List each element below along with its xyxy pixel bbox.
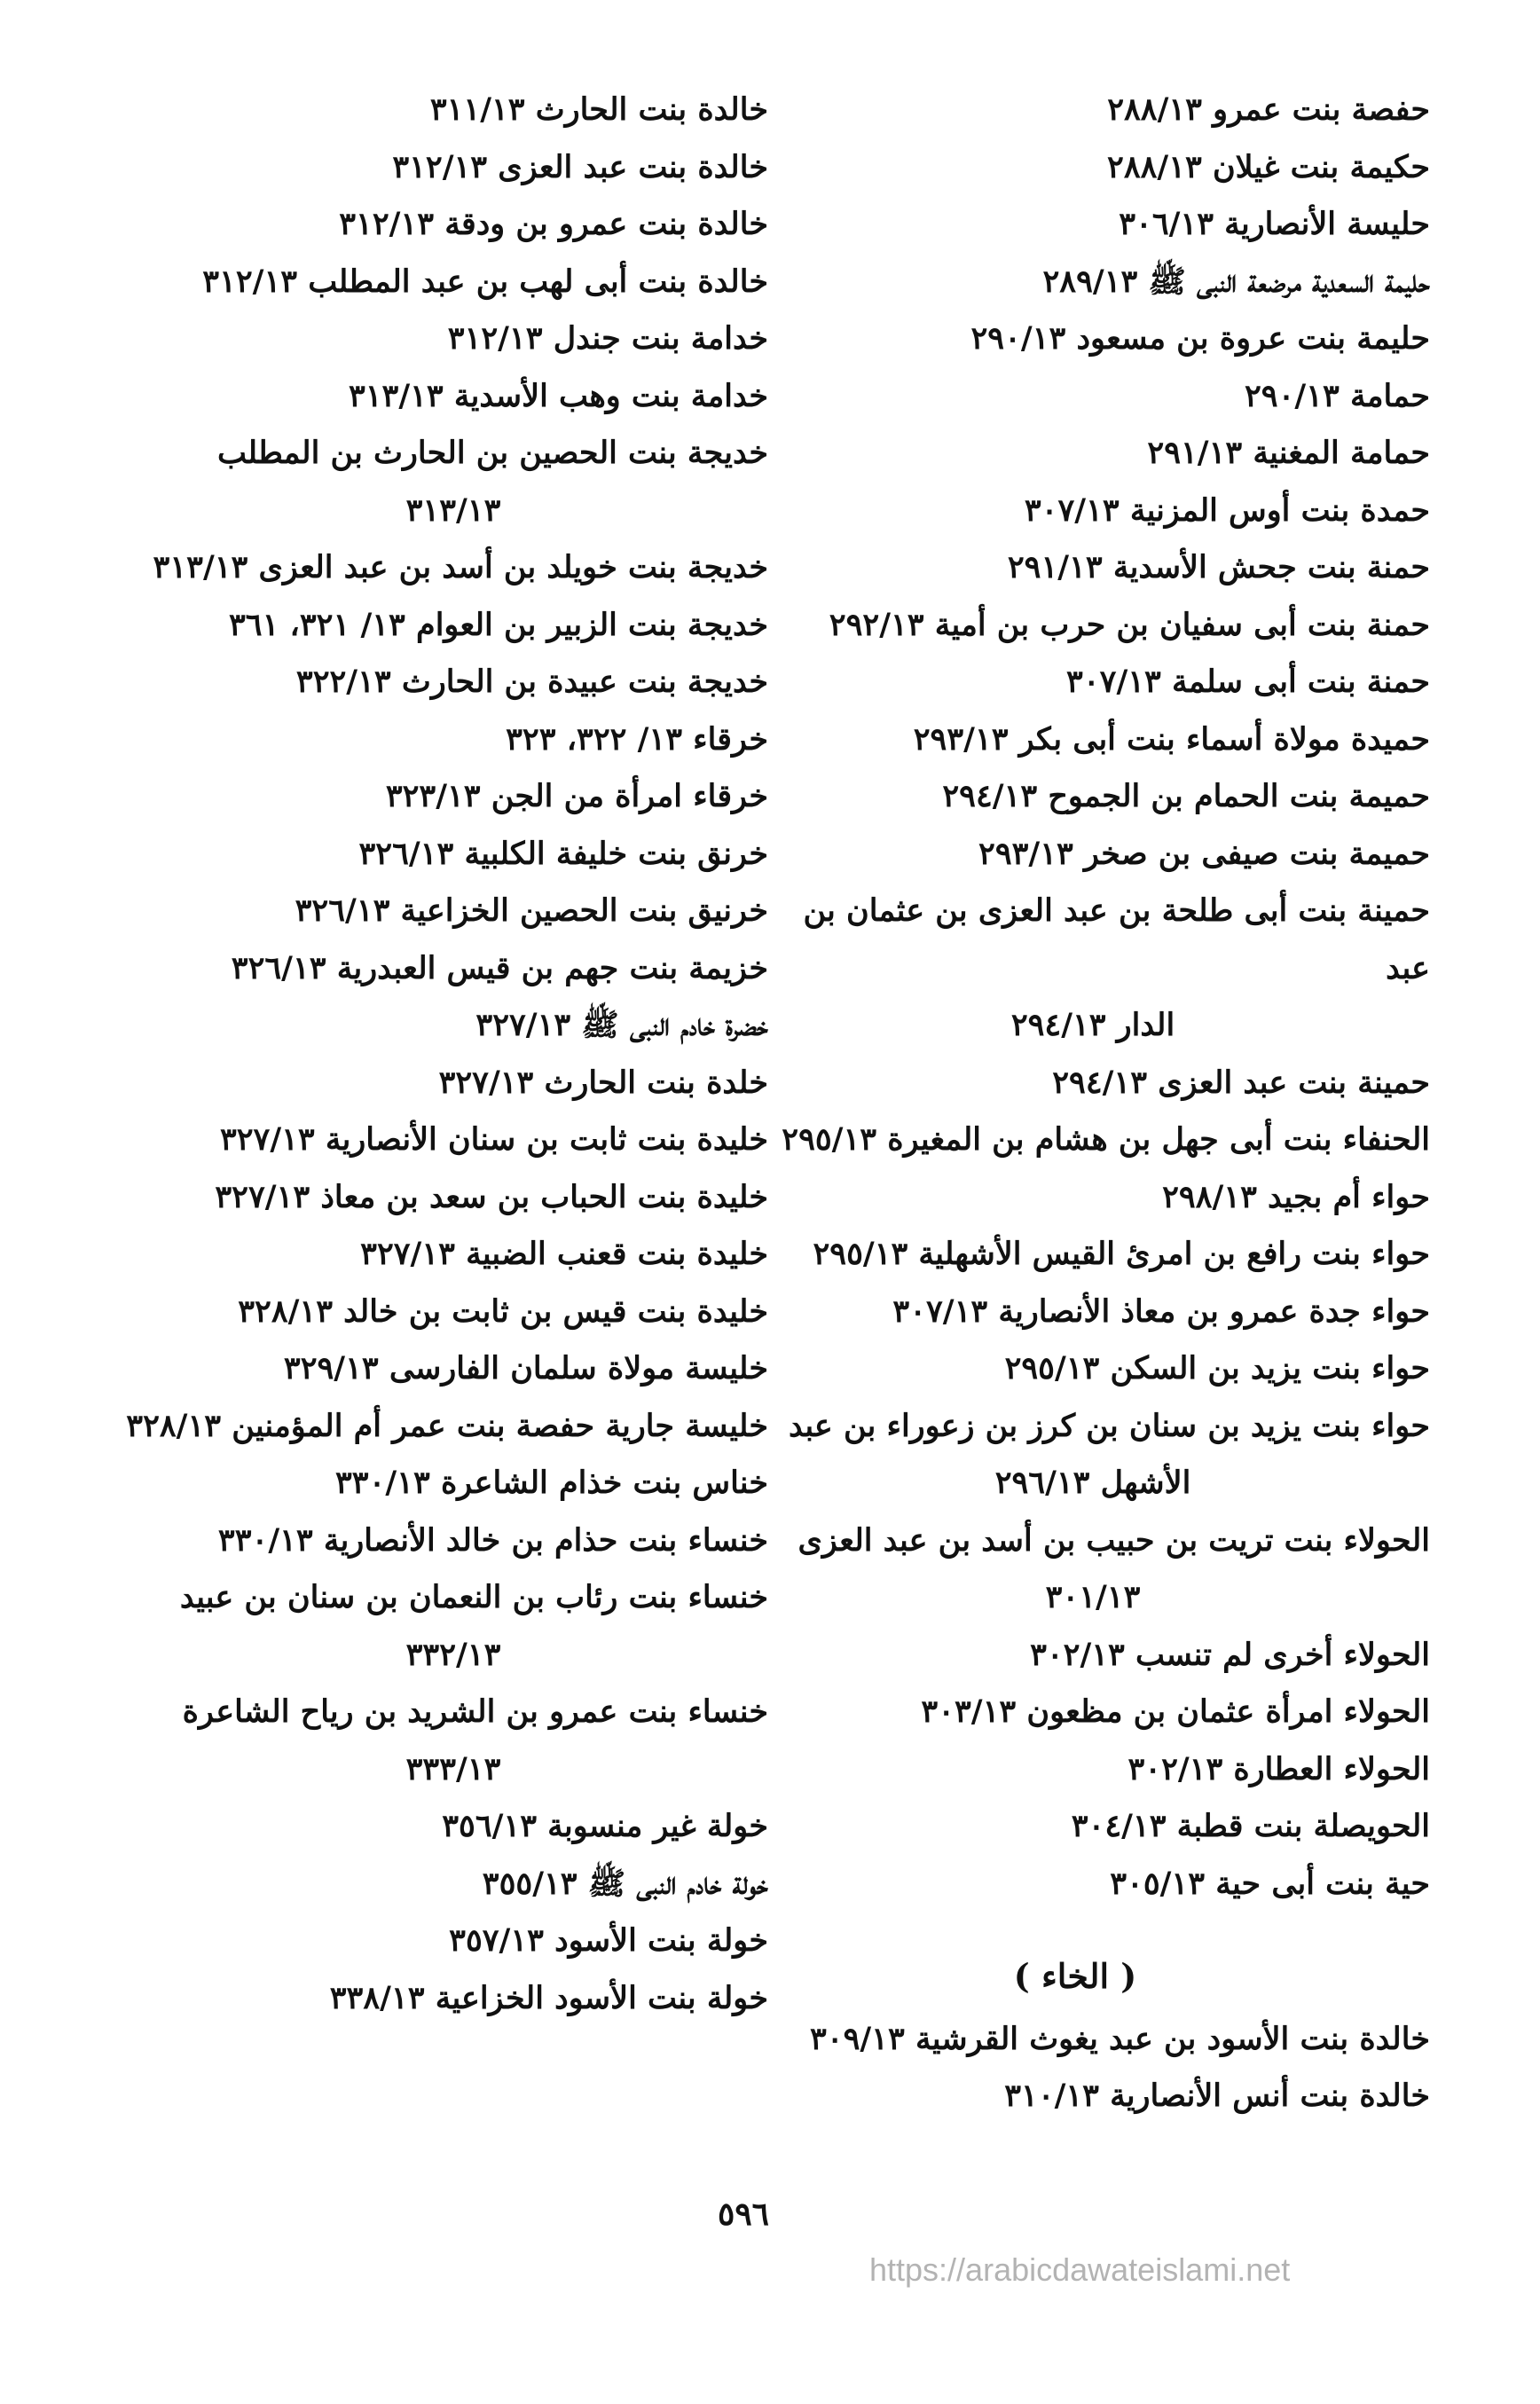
entry-text: خرقاء ١٣/ ٣٢٢، ٣٢٣ (506, 720, 768, 758)
index-entry (756, 883, 1430, 1055)
index-entry (756, 196, 1430, 254)
index-entry (756, 654, 1430, 711)
index-entry (756, 254, 1430, 311)
index-entry (756, 310, 1430, 368)
index-entry (138, 1512, 768, 1570)
entry-text: خليدة بنت ثابت بن سنان الأنصارية ٣٢٧/١٣ (219, 1121, 768, 1158)
index-entry (138, 425, 768, 539)
entry-text: خدامة بنت وهب الأسدية ٣١٣/١٣ (348, 377, 768, 414)
entry-text: حواء بنت يزيد بن سنان بن كرز بن زعوراء بن عبد (788, 1407, 1430, 1444)
index-entry (756, 368, 1430, 426)
left-column (126, 82, 768, 2027)
entry-continuation: ٣٣٢/١٣ (405, 1636, 501, 1673)
index-entry (756, 2068, 1430, 2125)
entry-text: حمنة بنت أبى سلمة ٣٠٧/١٣ (1066, 664, 1430, 700)
index-entry (138, 1112, 768, 1169)
right-column (756, 82, 1430, 2125)
index-entry (138, 1055, 768, 1112)
entry-text: الحنفاء بنت أبى جهل بن هشام بن المغيرة ٢٩٥/١٣ (782, 1121, 1430, 1158)
index-entry (756, 2011, 1430, 2069)
entry-text: خليسة جارية حفصة بنت عمر أم المؤمنين ٣٢٨/١٣ (126, 1407, 768, 1444)
index-entry (756, 1512, 1430, 1627)
index-entry (756, 1284, 1430, 1341)
entry-text: خالدة بنت أنس الأنصارية ٣١٠/١٣ (1004, 2078, 1430, 2114)
entry-text: الحولاء أخرى لم تنسب ٣٠٢/١٣ (1030, 1636, 1430, 1673)
entry-text: خالدة بنت الأسود بن عبد يغوث القرشية ٣٠٩/١٣ (809, 2020, 1430, 2057)
entry-text: حواء أم بجيد ٢٩٨/١٣ (1162, 1178, 1430, 1215)
entry-text: حليسة الأنصارية ٣٠٦/١٣ (1119, 206, 1430, 242)
index-entry (756, 711, 1430, 769)
entry-text: حليمة بنت عروة بن مسعود ٢٩٠/١٣ (970, 320, 1430, 357)
entry-text: خناس بنت خذام الشاعرة ٣٣٠/١٣ (335, 1465, 768, 1501)
index-entry (138, 1798, 768, 1856)
entry-text: خديجة بنت عبيدة بن الحارث ٣٢٢/١٣ (295, 664, 768, 700)
entry-text: حمينة بنت أبى طلحة بن عبد العزى بن عثمان بن عبد (803, 892, 1430, 986)
index-entry (756, 768, 1430, 826)
entry-text: خالدة بنت عبد العزى ٣١٢/١٣ (392, 148, 768, 185)
index-entry (138, 768, 768, 826)
index-entry (138, 826, 768, 884)
index-entry (756, 1856, 1430, 1913)
watermark-url: https://arabicdawateislami.net (869, 2251, 1291, 2288)
index-entry (138, 196, 768, 254)
entry-continuation: ٣٣٣/١٣ (405, 1750, 501, 1787)
index-entry (138, 997, 768, 1055)
entry-continuation: ٣٠١/١٣ (1045, 1579, 1141, 1615)
entry-text: خولة غير منسوبة ٣٥٦/١٣ (442, 1808, 768, 1844)
entry-text: الحولاء بنت تريت بن حبيب بن أسد بن عبد العزى (798, 1521, 1430, 1559)
entry-text: خليدة بنت الحباب بن سعد بن معاذ ٣٢٧/١٣ (215, 1178, 768, 1215)
index-entry (138, 1569, 768, 1684)
index-entry (756, 1741, 1430, 1799)
entry-text: حميدة مولاة أسماء بنت أبى بكر ٢٩٣/١٣ (913, 720, 1430, 758)
entry-text: خولة بنت الأسود ٣٥٧/١٣ (449, 1922, 768, 1959)
entry-text: حمنة بنت أبى سفيان بن حرب بن أمية ٢٩٢/١٣ (829, 606, 1430, 643)
entry-text: حمدة بنت أوس المزنية ٣٠٧/١٣ (1024, 491, 1430, 529)
entry-text: حواء جدة عمرو بن معاذ الأنصارية ٣٠٧/١٣ (892, 1292, 1430, 1330)
entry-text: حليمة السعدية مرضعة النبى ﷺ ٢٨٩/١٣ (1042, 263, 1430, 300)
entry-text: خولة خادم النبى ﷺ ٣٥٥/١٣ (482, 1865, 768, 1902)
index-entry (756, 1398, 1430, 1512)
index-entry (138, 254, 768, 311)
index-entry (138, 139, 768, 197)
section-heading: ( الخاء ) (1013, 1956, 1137, 1996)
entry-text: خالدة بنت أبى لهب بن عبد المطلب ٣١٢/١٣ (202, 263, 768, 300)
entry-text: حفصة بنت عمرو ٢٨٨/١٣ (1107, 91, 1430, 128)
entry-text: خلدة بنت الحارث ٣٢٧/١٣ (438, 1064, 768, 1101)
index-entry (138, 1913, 768, 1970)
index-entry (756, 1684, 1430, 1741)
entry-text: خديجة بنت خويلد بن أسد بن عبد العزى ٣١٣/١٣ (153, 549, 768, 585)
entry-text: حمنة بنت جحش الأسدية ٢٩١/١٣ (1007, 549, 1430, 585)
index-entry (756, 82, 1430, 139)
entry-text: خضرة خادم النبى ﷺ ٣٢٧/١٣ (475, 1007, 768, 1043)
index-entry (138, 1684, 768, 1798)
entry-text: حمامة ٢٩٠/١٣ (1244, 377, 1430, 414)
entry-text: حميمة بنت صيفى بن صخر ٢٩٣/١٣ (978, 835, 1430, 872)
entry-text: حمامة المغنية ٢٩١/١٣ (1147, 435, 1430, 471)
entry-text: حواء بنت يزيد بن السكن ٢٩٥/١٣ (1004, 1350, 1430, 1387)
index-entry (756, 1798, 1430, 1856)
index-entry (756, 139, 1430, 197)
index-entry (138, 1169, 768, 1227)
entry-text: الحولاء امرأة عثمان بن مظعون ٣٠٣/١٣ (921, 1693, 1430, 1730)
index-entry (138, 883, 768, 940)
entry-text: خنساء بنت عمرو بن الشريد بن رياح الشاعرة (182, 1693, 768, 1730)
index-entry (138, 310, 768, 368)
page-number: ٥٩٦ (717, 2196, 769, 2233)
entry-text: الحويصلة بنت قطبة ٣٠٤/١٣ (1071, 1808, 1430, 1844)
index-entry (756, 1055, 1430, 1112)
index-entry (756, 425, 1430, 483)
entry-continuation: ٣١٣/١٣ (405, 491, 501, 529)
index-entry (756, 539, 1430, 597)
entry-text: خليدة بنت قيس بن ثابت بن خالد ٣٢٨/١٣ (238, 1292, 768, 1330)
entry-text: حواء بنت رافع بن امرئ القيس الأشهلية ٢٩٥/١٣ (813, 1236, 1430, 1272)
index-entry (138, 82, 768, 139)
index-entry (756, 1112, 1430, 1169)
index-entry (138, 1340, 768, 1398)
index-entry (138, 1970, 768, 2028)
entry-text: خولة بنت الأسود الخزاعية ٣٣٨/١٣ (329, 1979, 768, 2016)
index-entry (756, 1627, 1430, 1685)
entry-text: خنساء بنت رئاب بن النعمان بن سنان بن عبيد (179, 1579, 768, 1615)
index-entry (756, 1340, 1430, 1398)
entry-text: حكيمة بنت غيلان ٢٨٨/١٣ (1107, 148, 1430, 185)
index-entry (138, 1455, 768, 1512)
entry-text: خليدة بنت قعنب الضبية ٣٢٧/١٣ (360, 1236, 768, 1272)
index-entry (138, 940, 768, 998)
entry-text: خرقاء امرأة من الجن ٣٢٣/١٣ (385, 778, 768, 814)
entry-text: خالدة بنت عمرو بن ودقة ٣١٢/١٣ (339, 206, 768, 242)
index-entry (756, 483, 1430, 540)
entry-text: خليسة مولاة سلمان الفارسى ٣٢٩/١٣ (283, 1350, 768, 1387)
index-entry (138, 597, 768, 655)
entry-continuation: الأشهل ٢٩٦/١٣ (994, 1465, 1191, 1501)
entry-text: حميمة بنت الحمام بن الجموح ٢٩٤/١٣ (942, 778, 1430, 814)
entry-text: خنساء بنت حذام بن خالد الأنصارية ٣٣٠/١٣ (217, 1521, 768, 1559)
entry-text: خرنق بنت خليفة الكلبية ٣٢٦/١٣ (358, 835, 768, 872)
index-entry (138, 368, 768, 426)
index-entry (126, 1398, 768, 1456)
entry-text: خزيمة بنت جهم بن قيس العبدرية ٣٢٦/١٣ (231, 949, 768, 986)
entry-text: خدامة بنت جندل ٣١٢/١٣ (447, 320, 768, 357)
index-entry (138, 1226, 768, 1284)
entry-text: خرنيق بنت الحصين الخزاعية ٣٢٦/١٣ (295, 892, 768, 929)
index-entry (756, 1169, 1430, 1227)
entry-text: خديجة بنت الزبير بن العوام ١٣/ ٣٢١، ٣٦١ (228, 606, 768, 643)
entry-text: حية بنت أبى حية ٣٠٥/١٣ (1110, 1865, 1430, 1902)
index-entry (756, 1226, 1430, 1284)
index-entry (138, 1284, 768, 1341)
entry-text: خالدة بنت الحارث ٣١١/١٣ (429, 91, 768, 128)
entry-text: الحولاء العطارة ٣٠٢/١٣ (1128, 1750, 1430, 1787)
entry-text: خديجة بنت الحصين بن الحارث بن المطلب (217, 435, 768, 471)
index-entry (756, 597, 1430, 655)
index-entry (138, 1856, 768, 1913)
entry-text: حمينة بنت عبد العزى ٢٩٤/١٣ (1052, 1064, 1430, 1101)
index-entry (138, 711, 768, 769)
index-entry (138, 539, 768, 597)
index-entry (756, 826, 1430, 884)
index-entry (138, 654, 768, 711)
entry-continuation: الدار ٢٩٤/١٣ (1010, 1007, 1175, 1043)
